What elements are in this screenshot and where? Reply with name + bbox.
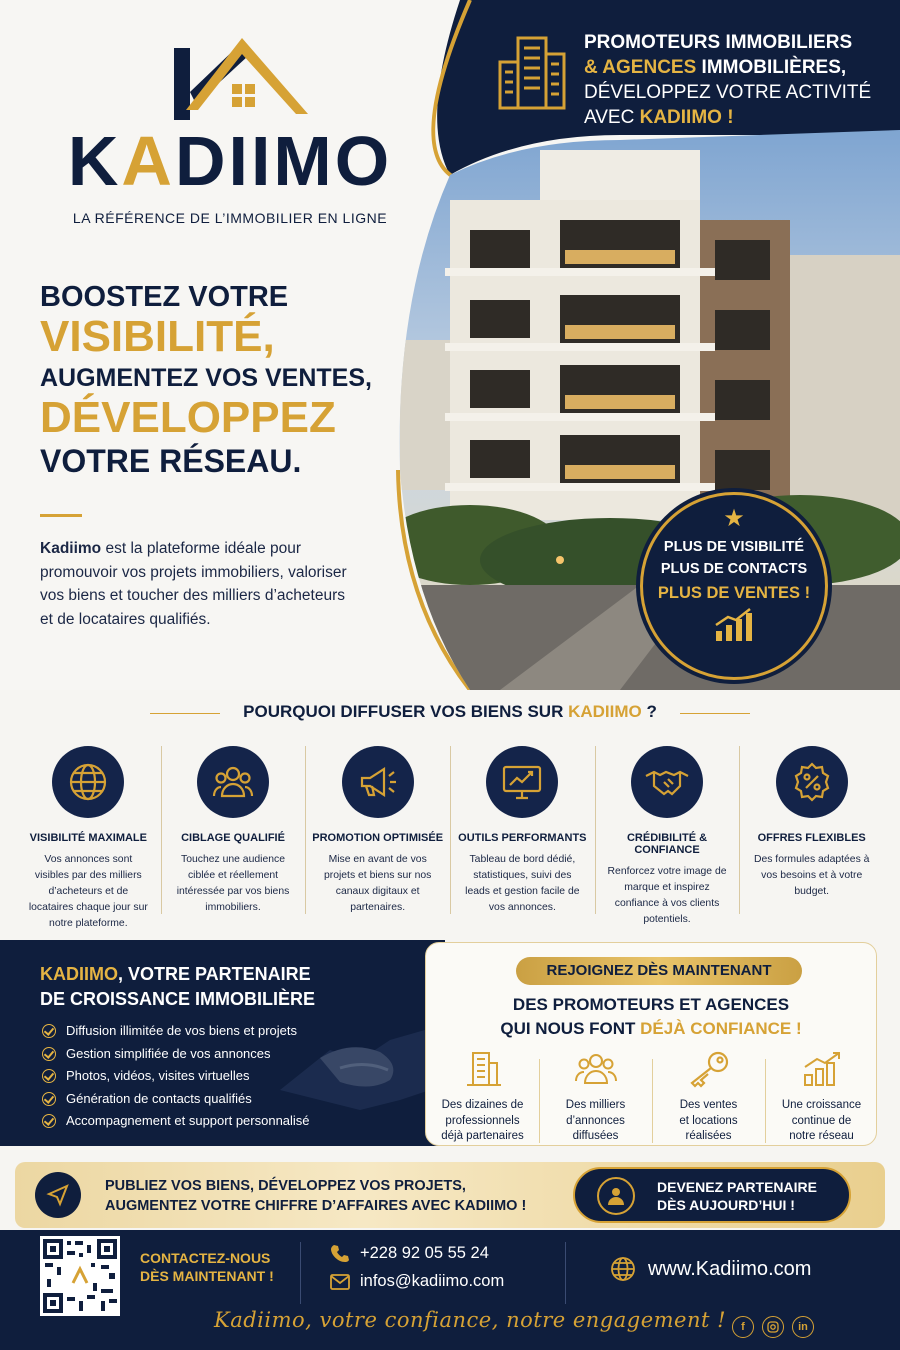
list-item: Génération de contacts qualifiés [42, 1088, 310, 1111]
instagram-icon[interactable] [762, 1316, 784, 1338]
check-icon [42, 1069, 56, 1083]
partner-title: KADIIMO, VOTRE PARTENAIRE DE CROISSANCE IMMOBILIÈRE [40, 964, 316, 1009]
list-item: Gestion simplifiée de vos annonces [42, 1043, 310, 1066]
users-icon [573, 1049, 619, 1089]
list-item: Photos, vidéos, visites virtuelles [42, 1065, 310, 1088]
megaphone-icon [356, 762, 400, 802]
benefits-badge: ★ PLUS DE VISIBILITÉ PLUS DE CONTACTS PLUS DE VENTES ! [640, 492, 828, 680]
check-icon [42, 1047, 56, 1061]
feature-offers: OFFRES FLEXIBLES Des formules adaptées à vos besoins et à votre budget. [739, 742, 884, 914]
partner-benefits-list [42, 1020, 310, 1133]
buildings-icon [496, 32, 568, 112]
cta-text: PUBLIEZ VOS BIENS, DÉVELOPPEZ VOS PROJETS, AUGMENTEZ VOTRE CHIFFRE D’AFFAIRES AVEC KADIIMO ! [105, 1178, 527, 1214]
divider [40, 514, 82, 517]
contact-label: CONTACTEZ-NOUS DÈS MAINTENANT ! [140, 1250, 274, 1284]
divider [565, 1242, 566, 1304]
website-link[interactable]: www. Kadiimo .com [610, 1256, 811, 1282]
cta-banner [15, 1162, 885, 1228]
social-links [732, 1316, 814, 1338]
stat-sales: Des ventes et locations réalisées [652, 1049, 765, 1145]
promo-heading: PROMOTEURS IMMOBILIERS & AGENCES IMMOBILIÈRES, DÉVELOPPEZ VOTRE ACTIVITÉ AVEC KADIIMO ! [584, 32, 872, 128]
partner-panel [0, 940, 445, 1146]
phone-icon [330, 1243, 350, 1263]
join-pill: REJOIGNEZ DÈS MAINTENANT [516, 957, 802, 985]
qr-code-icon [43, 1239, 117, 1313]
check-icon [42, 1024, 56, 1038]
growth-chart-icon [799, 1049, 845, 1089]
divider [300, 1242, 301, 1304]
stat-listings: Des milliers d’annonces diffusées [539, 1049, 652, 1145]
handshake-icon [644, 762, 690, 802]
percent-badge-icon [791, 761, 833, 803]
join-stats [426, 1049, 878, 1145]
stat-growth: Une croissance continue de notre réseau [765, 1049, 878, 1145]
email-link[interactable]: infos@kadiimo.com [330, 1272, 504, 1291]
building-icon [463, 1049, 503, 1089]
qr-code[interactable] [40, 1236, 120, 1316]
mail-icon [330, 1274, 350, 1290]
why-section-title: POURQUOI DIFFUSER VOS BIENS SUR KADIIMO ? [150, 702, 750, 724]
globe-icon [68, 762, 108, 802]
growth-chart-icon [712, 607, 756, 643]
check-icon [42, 1114, 56, 1128]
become-partner-button[interactable] [573, 1167, 851, 1223]
brand-name: KADIIMO [67, 122, 393, 200]
linkedin-icon[interactable]: in [792, 1316, 814, 1338]
phone-link[interactable]: +228 92 05 55 24 [330, 1243, 489, 1263]
hero-headline: BOOSTEZ VOTRE VISIBILITÉ, AUGMENTEZ VOS VENTES, DÉVELOPPEZ VOTRE RÉSEAU. [40, 281, 372, 480]
become-partner-label: DEVENEZ PARTENAIRE DÈS AUJOURD’HUI ! [657, 1179, 817, 1213]
brand-tagline: LA RÉFÉRENCE DE L’IMMOBILIER EN LIGNE [72, 210, 388, 226]
partner-user-icon [597, 1177, 635, 1215]
send-icon [35, 1172, 81, 1218]
join-title: DES PROMOTEURS ET AGENCES QUI NOUS FONT DÉJÀ CONFIANCE ! [500, 995, 802, 1038]
divider [680, 713, 750, 714]
feature-promotion: PROMOTION OPTIMISÉE Mise en avant de vos projets et biens sur nos canaux digitaux et partenaires. [305, 742, 450, 914]
feature-targeting: CIBLAGE QUALIFIÉ Touchez une audience ciblée et réellement intéressée par vos biens immobiliers. [161, 742, 306, 914]
join-card [425, 942, 877, 1146]
list-item: Diffusion illimitée de vos biens et projets [42, 1020, 310, 1043]
list-item: Accompagnement et support personnalisé [42, 1110, 310, 1133]
dashboard-icon [500, 762, 544, 802]
intro-paragraph: Kadiimo est la plateforme idéale pour promouvoir vos projets immobiliers, valoriser vos biens et toucher des milliers d’acheteurs et de locataires qualifiés. [40, 540, 347, 628]
facebook-icon[interactable]: f [732, 1316, 754, 1338]
star-icon: ★ [723, 505, 745, 532]
slogan: Kadiimo, votre confiance, notre engagement ! [214, 1308, 727, 1332]
feature-tools: OUTILS PERFORMANTS Tableau de bord dédié, statistiques, suivi des leads et gestion facile de vos annonces. [450, 742, 595, 914]
feature-visibility: VISIBILITÉ MAXIMALE Vos annonces sont visibles par des milliers d’acheteurs et de locataires chaque jour sur notre plateforme. [16, 742, 161, 914]
brand-logo [40, 30, 420, 226]
users-icon [211, 762, 255, 802]
check-icon [42, 1092, 56, 1106]
features-grid [16, 742, 884, 929]
globe-icon [610, 1256, 636, 1282]
house-logo-icon [150, 30, 310, 122]
stat-partners: Des dizaines de professionnels déjà partenaires [426, 1049, 539, 1145]
footer [0, 1230, 900, 1350]
feature-credibility: CRÉDIBILITÉ & CONFIANCE Renforcez votre image de marque et inspirez confiance à vos clients potentiels. [595, 742, 740, 914]
key-icon [686, 1049, 732, 1089]
